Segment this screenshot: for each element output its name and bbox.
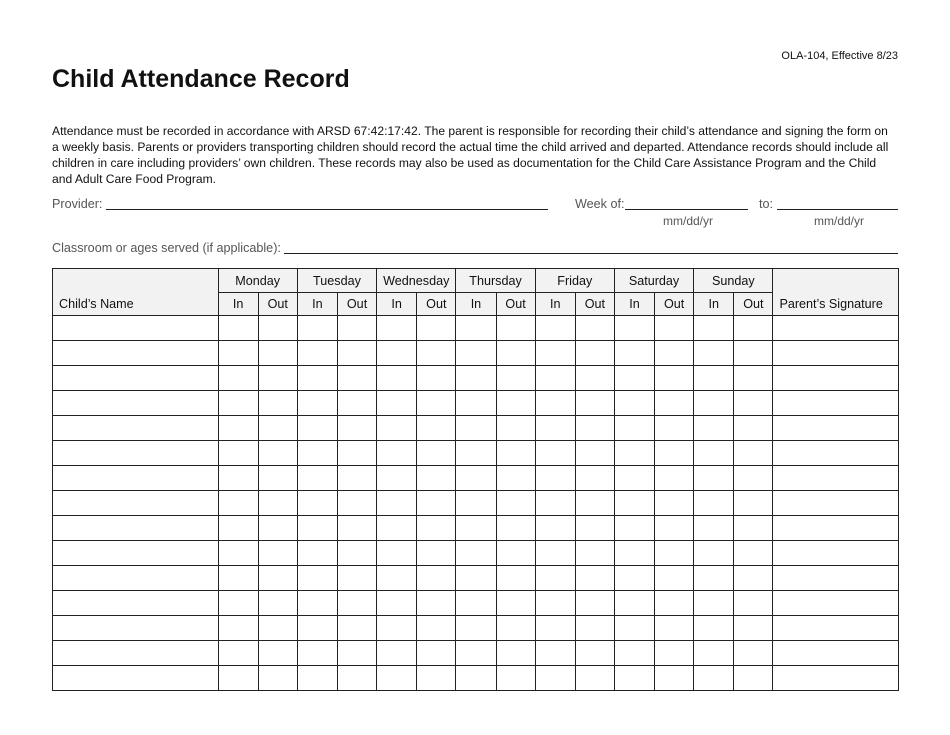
sunday-in-cell[interactable] bbox=[694, 591, 734, 616]
sunday-in-cell[interactable] bbox=[694, 541, 734, 566]
monday-in-cell[interactable] bbox=[218, 441, 258, 466]
thursday-in-cell[interactable] bbox=[456, 466, 496, 491]
tuesday-out-cell[interactable] bbox=[337, 591, 376, 616]
table-row bbox=[53, 466, 899, 491]
saturday-in-cell[interactable] bbox=[614, 391, 654, 416]
monday-in-cell[interactable] bbox=[218, 641, 258, 666]
sunday-in-cell[interactable] bbox=[694, 491, 734, 516]
saturday-in-cell[interactable] bbox=[614, 466, 654, 491]
monday-in-cell[interactable] bbox=[218, 541, 258, 566]
monday-out-cell[interactable] bbox=[258, 316, 297, 341]
thursday-out-cell[interactable] bbox=[496, 516, 535, 541]
friday-in-cell[interactable] bbox=[535, 441, 575, 466]
table-row bbox=[53, 316, 899, 341]
child-name-cell[interactable] bbox=[53, 391, 219, 416]
table-row bbox=[53, 541, 899, 566]
thursday-in-cell[interactable] bbox=[456, 366, 496, 391]
tuesday-in-cell[interactable] bbox=[297, 591, 337, 616]
wednesday-out-cell[interactable] bbox=[417, 491, 456, 516]
saturday-in-cell[interactable] bbox=[614, 666, 654, 691]
tuesday-in-cell[interactable] bbox=[297, 341, 337, 366]
tuesday-out-cell[interactable] bbox=[337, 491, 376, 516]
table-row bbox=[53, 591, 899, 616]
child-name-cell[interactable] bbox=[53, 616, 219, 641]
saturday-in-cell[interactable] bbox=[614, 441, 654, 466]
saturday-in-cell[interactable] bbox=[614, 416, 654, 441]
wednesday-out-cell[interactable] bbox=[417, 466, 456, 491]
week-end-field[interactable] bbox=[777, 209, 898, 210]
saturday-out-cell[interactable] bbox=[655, 466, 694, 491]
monday-in-cell[interactable] bbox=[218, 316, 258, 341]
friday-out-cell[interactable] bbox=[575, 591, 614, 616]
saturday-out-cell[interactable] bbox=[655, 666, 694, 691]
saturday-out-cell[interactable] bbox=[655, 616, 694, 641]
monday-out-cell[interactable] bbox=[258, 366, 297, 391]
childs-name-header: Child’s Name bbox=[53, 269, 219, 316]
saturday-out-cell[interactable] bbox=[655, 516, 694, 541]
thursday-out-header: Out bbox=[496, 293, 535, 316]
parent-signature-cell[interactable] bbox=[773, 541, 899, 566]
monday-in-cell[interactable] bbox=[218, 591, 258, 616]
thursday-in-cell[interactable] bbox=[456, 491, 496, 516]
monday-in-cell[interactable] bbox=[218, 616, 258, 641]
monday-in-cell[interactable] bbox=[218, 466, 258, 491]
friday-in-cell[interactable] bbox=[535, 516, 575, 541]
friday-out-cell[interactable] bbox=[575, 391, 614, 416]
friday-out-cell[interactable] bbox=[575, 666, 614, 691]
wednesday-in-cell[interactable] bbox=[377, 491, 417, 516]
thursday-out-cell[interactable] bbox=[496, 466, 535, 491]
day-header-saturday: Saturday bbox=[614, 269, 693, 293]
tuesday-out-cell[interactable] bbox=[337, 416, 376, 441]
parent-signature-cell[interactable] bbox=[773, 566, 899, 591]
sunday-out-cell[interactable] bbox=[734, 341, 773, 366]
saturday-out-cell[interactable] bbox=[655, 591, 694, 616]
thursday-out-cell[interactable] bbox=[496, 341, 535, 366]
thursday-out-cell[interactable] bbox=[496, 591, 535, 616]
tuesday-out-cell[interactable] bbox=[337, 666, 376, 691]
friday-in-cell[interactable] bbox=[535, 541, 575, 566]
parent-signature-cell[interactable] bbox=[773, 466, 899, 491]
monday-in-cell[interactable] bbox=[218, 516, 258, 541]
saturday-in-cell[interactable] bbox=[614, 566, 654, 591]
saturday-in-cell[interactable] bbox=[614, 341, 654, 366]
sunday-in-cell[interactable] bbox=[694, 366, 734, 391]
thursday-out-cell[interactable] bbox=[496, 441, 535, 466]
thursday-in-cell[interactable] bbox=[456, 566, 496, 591]
thursday-out-cell[interactable] bbox=[496, 566, 535, 591]
child-name-cell[interactable] bbox=[53, 441, 219, 466]
tuesday-in-cell[interactable] bbox=[297, 316, 337, 341]
parent-signature-cell[interactable] bbox=[773, 391, 899, 416]
sunday-out-cell[interactable] bbox=[734, 466, 773, 491]
child-name-cell[interactable] bbox=[53, 566, 219, 591]
tuesday-out-header: Out bbox=[337, 293, 376, 316]
friday-in-header: In bbox=[535, 293, 575, 316]
sunday-out-header: Out bbox=[734, 293, 773, 316]
monday-out-cell[interactable] bbox=[258, 516, 297, 541]
sunday-out-cell[interactable] bbox=[734, 591, 773, 616]
table-row bbox=[53, 416, 899, 441]
sunday-out-cell[interactable] bbox=[734, 666, 773, 691]
saturday-out-cell[interactable] bbox=[655, 491, 694, 516]
saturday-in-cell[interactable] bbox=[614, 516, 654, 541]
friday-out-header: Out bbox=[575, 293, 614, 316]
saturday-out-cell[interactable] bbox=[655, 366, 694, 391]
saturday-in-cell[interactable] bbox=[614, 541, 654, 566]
sunday-in-cell[interactable] bbox=[694, 666, 734, 691]
table-row bbox=[53, 391, 899, 416]
thursday-in-cell[interactable] bbox=[456, 416, 496, 441]
parent-signature-cell[interactable] bbox=[773, 341, 899, 366]
table-row bbox=[53, 441, 899, 466]
tuesday-out-cell[interactable] bbox=[337, 366, 376, 391]
monday-out-cell[interactable] bbox=[258, 616, 297, 641]
tuesday-out-cell[interactable] bbox=[337, 566, 376, 591]
saturday-in-cell[interactable] bbox=[614, 366, 654, 391]
saturday-in-cell[interactable] bbox=[614, 591, 654, 616]
saturday-out-cell[interactable] bbox=[655, 441, 694, 466]
provider-label: Provider: bbox=[52, 197, 103, 211]
thursday-in-cell[interactable] bbox=[456, 666, 496, 691]
friday-out-cell[interactable] bbox=[575, 616, 614, 641]
monday-out-cell[interactable] bbox=[258, 591, 297, 616]
sunday-out-cell[interactable] bbox=[734, 516, 773, 541]
parent-signature-cell[interactable] bbox=[773, 516, 899, 541]
parent-signature-cell[interactable] bbox=[773, 591, 899, 616]
monday-in-cell[interactable] bbox=[218, 416, 258, 441]
sunday-out-cell[interactable] bbox=[734, 641, 773, 666]
thursday-in-header: In bbox=[456, 293, 496, 316]
tuesday-in-cell[interactable] bbox=[297, 566, 337, 591]
saturday-out-cell[interactable] bbox=[655, 541, 694, 566]
friday-out-cell[interactable] bbox=[575, 641, 614, 666]
wednesday-out-cell[interactable] bbox=[417, 366, 456, 391]
tuesday-in-cell[interactable] bbox=[297, 416, 337, 441]
friday-out-cell[interactable] bbox=[575, 441, 614, 466]
tuesday-out-cell[interactable] bbox=[337, 316, 376, 341]
tuesday-out-cell[interactable] bbox=[337, 341, 376, 366]
monday-out-cell[interactable] bbox=[258, 341, 297, 366]
friday-in-cell[interactable] bbox=[535, 591, 575, 616]
saturday-in-header: In bbox=[614, 293, 654, 316]
thursday-in-cell[interactable] bbox=[456, 316, 496, 341]
parent-signature-cell[interactable] bbox=[773, 316, 899, 341]
wednesday-out-cell[interactable] bbox=[417, 516, 456, 541]
sunday-in-cell[interactable] bbox=[694, 341, 734, 366]
child-name-cell[interactable] bbox=[53, 491, 219, 516]
week-end-date-hint: mm/dd/yr bbox=[814, 214, 865, 228]
thursday-in-cell[interactable] bbox=[456, 516, 496, 541]
thursday-out-cell[interactable] bbox=[496, 366, 535, 391]
table-row bbox=[53, 491, 899, 516]
wednesday-in-cell[interactable] bbox=[377, 641, 417, 666]
sunday-in-cell[interactable] bbox=[694, 641, 734, 666]
classroom-label: Classroom or ages served (if applicable): bbox=[52, 241, 281, 255]
child-name-cell[interactable] bbox=[53, 341, 219, 366]
monday-out-cell[interactable] bbox=[258, 541, 297, 566]
parent-signature-cell[interactable] bbox=[773, 616, 899, 641]
parents-signature-header: Parent’s Signature bbox=[773, 269, 899, 316]
monday-out-cell[interactable] bbox=[258, 566, 297, 591]
sunday-out-cell[interactable] bbox=[734, 416, 773, 441]
wednesday-out-cell[interactable] bbox=[417, 566, 456, 591]
friday-out-cell[interactable] bbox=[575, 366, 614, 391]
sunday-out-cell[interactable] bbox=[734, 491, 773, 516]
child-name-cell[interactable] bbox=[53, 641, 219, 666]
sunday-out-cell[interactable] bbox=[734, 366, 773, 391]
tuesday-out-cell[interactable] bbox=[337, 441, 376, 466]
table-row bbox=[53, 366, 899, 391]
friday-in-cell[interactable] bbox=[535, 316, 575, 341]
wednesday-in-cell[interactable] bbox=[377, 341, 417, 366]
week-start-date-hint: mm/dd/yr bbox=[663, 214, 714, 228]
thursday-out-cell[interactable] bbox=[496, 391, 535, 416]
sunday-in-header: In bbox=[694, 293, 734, 316]
thursday-out-cell[interactable] bbox=[496, 666, 535, 691]
child-name-cell[interactable] bbox=[53, 541, 219, 566]
thursday-out-cell[interactable] bbox=[496, 616, 535, 641]
saturday-out-cell[interactable] bbox=[655, 416, 694, 441]
friday-in-cell[interactable] bbox=[535, 491, 575, 516]
tuesday-in-cell[interactable] bbox=[297, 641, 337, 666]
monday-in-cell[interactable] bbox=[218, 391, 258, 416]
day-header-thursday: Thursday bbox=[456, 269, 535, 293]
sunday-in-cell[interactable] bbox=[694, 516, 734, 541]
thursday-in-cell[interactable] bbox=[456, 391, 496, 416]
table-row bbox=[53, 566, 899, 591]
sunday-out-cell[interactable] bbox=[734, 566, 773, 591]
friday-in-cell[interactable] bbox=[535, 341, 575, 366]
wednesday-in-header: In bbox=[377, 293, 417, 316]
day-header-wednesday: Wednesday bbox=[377, 269, 456, 293]
monday-out-cell[interactable] bbox=[258, 641, 297, 666]
thursday-out-cell[interactable] bbox=[496, 641, 535, 666]
wednesday-in-cell[interactable] bbox=[377, 466, 417, 491]
week-of-label: Week of: bbox=[575, 197, 625, 211]
tuesday-in-cell[interactable] bbox=[297, 441, 337, 466]
monday-out-cell[interactable] bbox=[258, 666, 297, 691]
tuesday-in-cell[interactable] bbox=[297, 491, 337, 516]
tuesday-in-cell[interactable] bbox=[297, 391, 337, 416]
tuesday-in-header: In bbox=[297, 293, 337, 316]
friday-out-cell[interactable] bbox=[575, 466, 614, 491]
parent-signature-cell[interactable] bbox=[773, 491, 899, 516]
thursday-out-cell[interactable] bbox=[496, 491, 535, 516]
monday-out-cell[interactable] bbox=[258, 391, 297, 416]
day-header-friday: Friday bbox=[535, 269, 614, 293]
day-header-sunday: Sunday bbox=[694, 269, 773, 293]
wednesday-out-cell[interactable] bbox=[417, 666, 456, 691]
thursday-out-cell[interactable] bbox=[496, 541, 535, 566]
tuesday-out-cell[interactable] bbox=[337, 616, 376, 641]
table-row bbox=[53, 641, 899, 666]
monday-in-cell[interactable] bbox=[218, 491, 258, 516]
attendance-table bbox=[52, 268, 899, 691]
tuesday-out-cell[interactable] bbox=[337, 516, 376, 541]
wednesday-in-cell[interactable] bbox=[377, 591, 417, 616]
monday-out-cell[interactable] bbox=[258, 466, 297, 491]
thursday-in-cell[interactable] bbox=[456, 341, 496, 366]
saturday-out-header: Out bbox=[655, 293, 694, 316]
tuesday-out-cell[interactable] bbox=[337, 541, 376, 566]
child-name-cell[interactable] bbox=[53, 466, 219, 491]
saturday-out-cell[interactable] bbox=[655, 316, 694, 341]
sunday-out-cell[interactable] bbox=[734, 541, 773, 566]
monday-in-cell[interactable] bbox=[218, 341, 258, 366]
tuesday-in-cell[interactable] bbox=[297, 541, 337, 566]
day-header-row bbox=[53, 269, 899, 293]
day-header-monday: Monday bbox=[218, 269, 297, 293]
tuesday-in-cell[interactable] bbox=[297, 616, 337, 641]
child-name-cell[interactable] bbox=[53, 591, 219, 616]
tuesday-in-cell[interactable] bbox=[297, 366, 337, 391]
wednesday-out-cell[interactable] bbox=[417, 416, 456, 441]
monday-out-header: Out bbox=[258, 293, 297, 316]
sunday-in-cell[interactable] bbox=[694, 416, 734, 441]
thursday-out-cell[interactable] bbox=[496, 316, 535, 341]
table-row bbox=[53, 341, 899, 366]
saturday-in-cell[interactable] bbox=[614, 316, 654, 341]
parent-signature-cell[interactable] bbox=[773, 441, 899, 466]
thursday-in-cell[interactable] bbox=[456, 591, 496, 616]
wednesday-in-cell[interactable] bbox=[377, 516, 417, 541]
monday-in-cell[interactable] bbox=[218, 566, 258, 591]
parent-signature-cell[interactable] bbox=[773, 366, 899, 391]
saturday-in-cell[interactable] bbox=[614, 641, 654, 666]
tuesday-out-cell[interactable] bbox=[337, 391, 376, 416]
monday-out-cell[interactable] bbox=[258, 416, 297, 441]
week-start-field[interactable] bbox=[625, 209, 748, 210]
friday-in-cell[interactable] bbox=[535, 466, 575, 491]
wednesday-in-cell[interactable] bbox=[377, 616, 417, 641]
friday-in-cell[interactable] bbox=[535, 641, 575, 666]
friday-in-cell[interactable] bbox=[535, 616, 575, 641]
monday-in-header: In bbox=[218, 293, 258, 316]
classroom-field[interactable] bbox=[284, 253, 898, 254]
wednesday-out-cell[interactable] bbox=[417, 441, 456, 466]
tuesday-in-cell[interactable] bbox=[297, 516, 337, 541]
sunday-in-cell[interactable] bbox=[694, 391, 734, 416]
child-name-cell[interactable] bbox=[53, 666, 219, 691]
child-name-cell[interactable] bbox=[53, 316, 219, 341]
sunday-out-cell[interactable] bbox=[734, 391, 773, 416]
wednesday-in-cell[interactable] bbox=[377, 441, 417, 466]
sunday-in-cell[interactable] bbox=[694, 466, 734, 491]
friday-in-cell[interactable] bbox=[535, 366, 575, 391]
child-name-cell[interactable] bbox=[53, 416, 219, 441]
friday-out-cell[interactable] bbox=[575, 416, 614, 441]
table-row bbox=[53, 666, 899, 691]
tuesday-in-cell[interactable] bbox=[297, 466, 337, 491]
thursday-in-cell[interactable] bbox=[456, 641, 496, 666]
saturday-in-cell[interactable] bbox=[614, 616, 654, 641]
saturday-out-cell[interactable] bbox=[655, 641, 694, 666]
friday-out-cell[interactable] bbox=[575, 491, 614, 516]
wednesday-in-cell[interactable] bbox=[377, 541, 417, 566]
day-header-tuesday: Tuesday bbox=[297, 269, 376, 293]
form-id: OLA-104, Effective 8/23 bbox=[781, 50, 898, 62]
instructions-paragraph: Attendance must be recorded in accordance with ARSD 67:42:17:42. The parent is responsible for recording their child’s attendance and signing the form on a weekly basis. Parents or providers transporting children should record the actual time the child arrived and departed. Attendance records should include all children in care including providers’ own children. These records may also be used as documentation for the Child Care Assistance Program and the Child and Adult Care Food Program. bbox=[52, 124, 889, 186]
friday-out-cell[interactable] bbox=[575, 541, 614, 566]
wednesday-out-cell[interactable] bbox=[417, 641, 456, 666]
sunday-in-cell[interactable] bbox=[694, 616, 734, 641]
to-label: to: bbox=[759, 197, 774, 211]
sunday-out-cell[interactable] bbox=[734, 316, 773, 341]
saturday-out-cell[interactable] bbox=[655, 566, 694, 591]
table-row bbox=[53, 616, 899, 641]
monday-in-cell[interactable] bbox=[218, 666, 258, 691]
tuesday-out-cell[interactable] bbox=[337, 641, 376, 666]
sunday-in-cell[interactable] bbox=[694, 316, 734, 341]
thursday-in-cell[interactable] bbox=[456, 616, 496, 641]
monday-out-cell[interactable] bbox=[258, 491, 297, 516]
child-name-cell[interactable] bbox=[53, 366, 219, 391]
wednesday-in-cell[interactable] bbox=[377, 366, 417, 391]
monday-in-cell[interactable] bbox=[218, 366, 258, 391]
saturday-out-cell[interactable] bbox=[655, 341, 694, 366]
monday-out-cell[interactable] bbox=[258, 441, 297, 466]
wednesday-in-cell[interactable] bbox=[377, 316, 417, 341]
wednesday-out-cell[interactable] bbox=[417, 541, 456, 566]
table-row bbox=[53, 516, 899, 541]
friday-out-cell[interactable] bbox=[575, 516, 614, 541]
wednesday-out-cell[interactable] bbox=[417, 316, 456, 341]
sunday-out-cell[interactable] bbox=[734, 616, 773, 641]
friday-in-cell[interactable] bbox=[535, 416, 575, 441]
sunday-in-cell[interactable] bbox=[694, 566, 734, 591]
friday-in-cell[interactable] bbox=[535, 666, 575, 691]
wednesday-in-cell[interactable] bbox=[377, 566, 417, 591]
saturday-out-cell[interactable] bbox=[655, 391, 694, 416]
wednesday-out-header: Out bbox=[417, 293, 456, 316]
wednesday-in-cell[interactable] bbox=[377, 416, 417, 441]
thursday-in-cell[interactable] bbox=[456, 441, 496, 466]
saturday-in-cell[interactable] bbox=[614, 491, 654, 516]
wednesday-out-cell[interactable] bbox=[417, 616, 456, 641]
friday-in-cell[interactable] bbox=[535, 391, 575, 416]
friday-out-cell[interactable] bbox=[575, 566, 614, 591]
tuesday-out-cell[interactable] bbox=[337, 466, 376, 491]
provider-field[interactable] bbox=[106, 209, 548, 210]
thursday-in-cell[interactable] bbox=[456, 541, 496, 566]
parent-signature-cell[interactable] bbox=[773, 666, 899, 691]
tuesday-in-cell[interactable] bbox=[297, 666, 337, 691]
sunday-in-cell[interactable] bbox=[694, 441, 734, 466]
page-title: Child Attendance Record bbox=[52, 65, 350, 93]
parent-signature-cell[interactable] bbox=[773, 641, 899, 666]
wednesday-in-cell[interactable] bbox=[377, 391, 417, 416]
wednesday-out-cell[interactable] bbox=[417, 391, 456, 416]
friday-in-cell[interactable] bbox=[535, 566, 575, 591]
wednesday-in-cell[interactable] bbox=[377, 666, 417, 691]
wednesday-out-cell[interactable] bbox=[417, 341, 456, 366]
friday-out-cell[interactable] bbox=[575, 341, 614, 366]
wednesday-out-cell[interactable] bbox=[417, 591, 456, 616]
child-name-cell[interactable] bbox=[53, 516, 219, 541]
parent-signature-cell[interactable] bbox=[773, 416, 899, 441]
friday-out-cell[interactable] bbox=[575, 316, 614, 341]
thursday-out-cell[interactable] bbox=[496, 416, 535, 441]
sunday-out-cell[interactable] bbox=[734, 441, 773, 466]
